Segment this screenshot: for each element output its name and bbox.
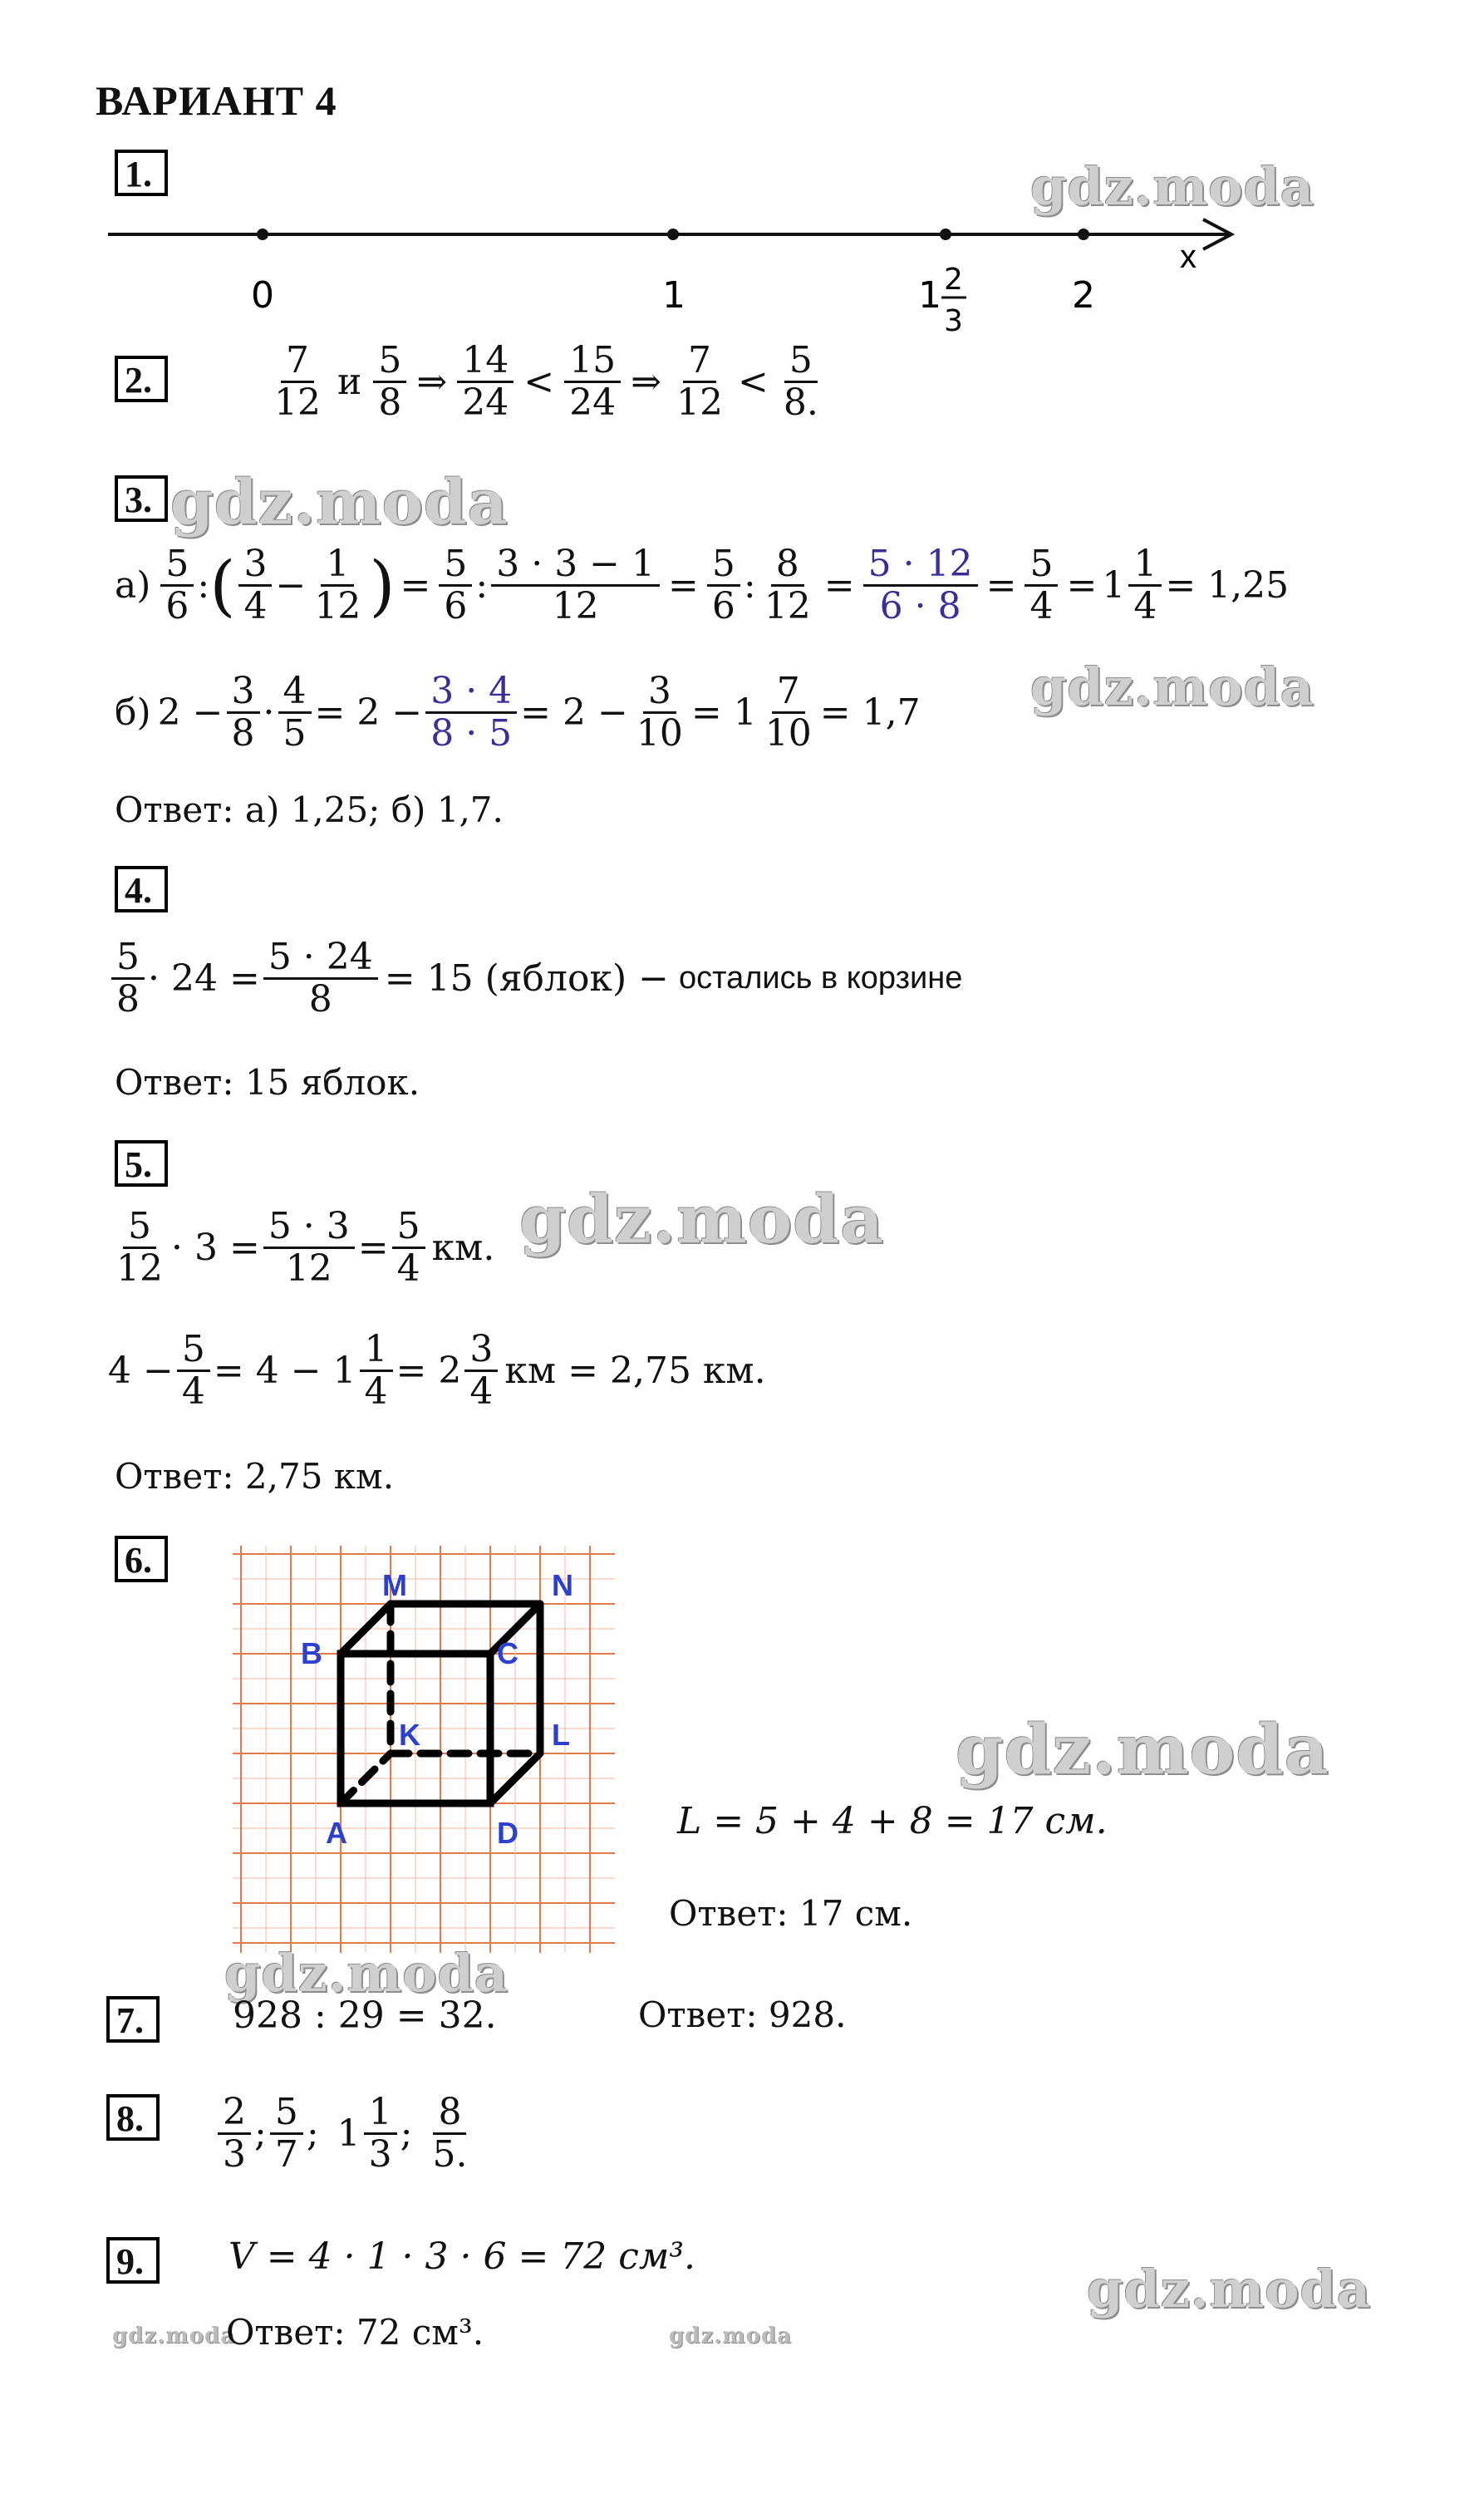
task-number-8: 8. [106,2094,160,2141]
task6-answer: Ответ: 17 см. [669,1893,913,1934]
task-number-5: 5. [115,1140,168,1187]
fraction: $\frac{15}{24}$ [564,341,621,424]
vertex-a: A [326,1816,347,1850]
task9-expression: V = 4 · 1 · 3 · 6 = 72 см³. [228,2235,696,2278]
watermark: gdz.moda [956,1710,1329,1790]
task5-answer: Ответ: 2,75 км. [115,1456,395,1497]
cuboid-diagram [233,1546,615,1953]
task3-b-line: б) 2 − $\frac{3}{8}$ · $\frac{4}{5}$ = 2 − $\frac{3 \cdot 4}{8 \cdot 5}$ = 2 − $\frac{3}{10}$ = 1 $\frac{7}{10}$ = 1,7 [115,670,921,755]
axis-label: x [1180,239,1197,275]
fraction: $\frac{5}{8}$ [373,341,406,424]
task-number-6: 6. [115,1536,168,1582]
task-number-1: 1. [115,150,168,196]
task6-formula: L = 5 + 4 + 8 = 17 см. [677,1800,1108,1842]
fraction: $\frac{5}{8.}$ [783,339,818,425]
task-number-7: 7. [106,1996,160,2043]
task7-expression: 928 : 29 = 32. [233,1994,497,2037]
watermark: gdz.moda [224,1943,509,2004]
vertex-n: N [552,1568,573,1602]
watermark-small: gdz.moda [112,2324,236,2348]
task3-answer: Ответ: а) 1,25; б) 1,7. [115,789,504,830]
vertex-d: D [497,1816,518,1850]
task5-line-2: 4 − $\frac{5}{4}$ = 4 − 1 $\frac{1}{4}$ = 2 $\frac{3}{4}$ км = 2,75 км. [108,1328,766,1414]
point-1 [667,229,679,240]
label-0: 0 [251,274,274,317]
vertex-b: B [301,1636,322,1670]
fraction: $\frac{7}{12}$ [274,339,321,425]
point-0 [257,229,268,240]
label-1: 1 [662,274,685,317]
label-mixed-den: 3 [944,304,963,338]
watermark: gdz.moda [1030,657,1314,717]
watermark: gdz.moda [1030,156,1314,217]
task4-line: $\frac{5}{8}$ · 24 = $\frac{5 \cdot 24}{8}$ = 15 (яблок) − остались в корзине [108,937,962,1020]
watermark: gdz.moda [170,467,509,538]
label-2: 2 [1072,274,1095,317]
label-mixed-whole: 1 [918,274,941,317]
task4-answer: Ответ: 15 яблок. [115,1062,420,1103]
comparison-line: $\frac{7}{12}$ и $\frac{5}{8}$ ⇒ $\frac{14}{24}$ < $\frac{15}{24}$ ⇒ $\frac{7}{12}$ < $\frac{5}{8.}$ [266,341,827,424]
number-line [108,199,1255,349]
point-2 [1078,229,1089,240]
task-number-4: 4. [115,866,168,912]
vertex-m: M [382,1568,407,1602]
vertex-c: C [497,1636,518,1670]
watermark: gdz.moda [519,1180,884,1258]
task-number-2: 2. [115,356,168,402]
task-number-9: 9. [106,2237,160,2284]
label-mixed-num: 2 [944,263,963,297]
task9-answer: Ответ: 72 см³. [226,2312,484,2353]
watermark-small: gdz.moda [669,2324,793,2348]
task-number-3: 3. [115,475,168,522]
vertex-k: K [399,1718,420,1752]
task8-line: $\frac{2}{3}$ ; $\frac{5}{7}$ ; 1 $\frac{1}{3}$ ; $\frac{8}{5.}$ [214,2093,475,2176]
watermark: gdz.moda [1087,2259,1371,2319]
task7-answer: Ответ: 928. [638,1994,847,2035]
task5-line-1: $\frac{5}{12}$ · 3 = $\frac{5 \cdot 3}{12}$ = $\frac{5}{4}$ км. [116,1205,495,1291]
fraction: $\frac{14}{24}$ [457,341,514,424]
page-title: ВАРИАНТ 4 [96,77,337,124]
fraction: $\frac{7}{12}$ [676,339,723,425]
point-1-2-3 [940,229,951,240]
task3-a-line: а) $\frac{5}{6}$ : ( $\frac{3}{4}$ − $\frac{1}{12}$ ) = $\frac{5}{6}$ : $\frac{3 \cdot 3 - 1}{12}$ = $\frac{5}{6}$ : $\frac{8}{12}$ = $\frac{5 \cdot 12}{6 \cdot 8}$ = $\frac{5}{4}$ = 1 $\frac{1}{4}$ = 1,25 [115,543,1290,628]
vertex-l: L [552,1718,570,1752]
